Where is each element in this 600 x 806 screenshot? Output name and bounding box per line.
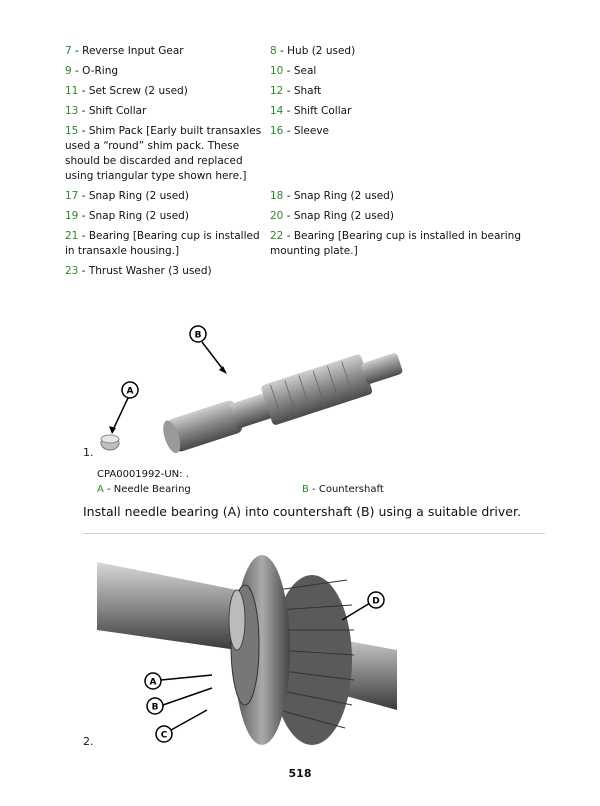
- legend-item-number: 14: [270, 105, 284, 117]
- legend-item-text: - Shaft: [283, 85, 322, 97]
- fig2-callout-a-label: A: [149, 677, 157, 688]
- legend-row: [65, 229, 535, 259]
- legend-item-text: - Snap Ring (2 used): [283, 190, 394, 202]
- legend-item: [270, 189, 530, 204]
- legend-item: [65, 64, 270, 79]
- legend-item-number: 22: [270, 230, 284, 242]
- legend-item-text: - Bearing [Bearing cup is installed in transaxle housing.]: [65, 230, 260, 257]
- legend-item-text: - Snap Ring (2 used): [78, 190, 189, 202]
- step-1-instruction: Install needle bearing (A) into countershaft (B) using a suitable driver.: [83, 504, 521, 519]
- legend-item-number: 12: [270, 85, 284, 97]
- legend-item-number: 13: [65, 105, 79, 117]
- legend-item: [65, 104, 270, 119]
- legend-item-number: 9: [65, 65, 72, 77]
- figure-1-caption: [97, 467, 497, 497]
- label-b-text: - Countershaft: [308, 484, 384, 495]
- legend-item-number: 8: [270, 45, 277, 57]
- legend-item: [65, 189, 270, 204]
- step-1-number: 1.: [83, 446, 94, 459]
- legend-row: [65, 124, 535, 184]
- fig2-callout-c-label: C: [160, 730, 168, 741]
- legend-row: [65, 84, 535, 99]
- legend-item: [65, 124, 270, 184]
- step-2-number: 2.: [83, 735, 94, 748]
- legend-item-number: 21: [65, 230, 79, 242]
- legend-item-text: - Seal: [283, 65, 317, 77]
- legend-item-text: - Shift Collar: [78, 105, 147, 117]
- legend-item: [270, 84, 530, 99]
- legend-item-number: 7: [65, 45, 72, 57]
- legend-row: [65, 264, 535, 279]
- needle-bearing: [101, 435, 119, 450]
- legend-item-number: 23: [65, 265, 79, 277]
- legend-row: [65, 64, 535, 79]
- fig2-callout-b-label: B: [151, 702, 159, 713]
- legend-row: [65, 189, 535, 204]
- legend-item-number: 19: [65, 210, 79, 222]
- section-divider: [83, 533, 545, 534]
- fig2-callout-d-label: D: [372, 596, 380, 607]
- legend-item-text: - Shift Collar: [283, 105, 352, 117]
- legend-item: [270, 104, 530, 119]
- legend-item-number: 15: [65, 125, 79, 137]
- countershaft-figure: [90, 300, 410, 460]
- legend-item: [270, 44, 530, 59]
- legend-row: [65, 104, 535, 119]
- legend-item-number: 20: [270, 210, 284, 222]
- legend-item-text: - Snap Ring (2 used): [78, 210, 189, 222]
- legend-item-number: 17: [65, 190, 79, 202]
- callout-b-label: B: [194, 330, 202, 341]
- legend-item: [65, 264, 270, 279]
- legend-item-number: 11: [65, 85, 79, 97]
- legend-item-text: - O-Ring: [71, 65, 119, 77]
- legend-item-number: 18: [270, 190, 284, 202]
- page-number: 518: [288, 767, 312, 780]
- label-b-letter: B: [302, 484, 309, 495]
- legend-item: [65, 229, 270, 259]
- shaft-gear-section: [260, 354, 373, 426]
- legend-item-text: - Set Screw (2 used): [78, 85, 188, 97]
- figure-id: CPA0001992-UN: .: [97, 469, 189, 480]
- legend-item: [270, 124, 530, 184]
- legend-item: [65, 84, 270, 99]
- gear-assembly-figure: [97, 550, 397, 750]
- legend-item: [65, 44, 270, 59]
- legend-item: [270, 209, 530, 224]
- callout-a-label: A: [126, 386, 134, 397]
- shaft-body: [97, 562, 237, 650]
- legend-item: [270, 64, 530, 79]
- legend-row: [65, 209, 535, 224]
- legend-item-text: - Hub (2 used): [276, 45, 356, 57]
- legend-item-number: 16: [270, 125, 284, 137]
- legend-item: [270, 229, 530, 259]
- legend-item-number: 10: [270, 65, 284, 77]
- legend-item-text: - Snap Ring (2 used): [283, 210, 394, 222]
- legend-item-text: - Sleeve: [283, 125, 330, 137]
- legend-item-text: - Bearing [Bearing cup is installed in bearing mounting plate.]: [270, 230, 521, 257]
- legend-item: [65, 209, 270, 224]
- legend-item-text: - Reverse Input Gear: [71, 45, 184, 57]
- label-a-letter: A: [97, 484, 104, 495]
- legend-item-text: - Thrust Washer (3 used): [78, 265, 212, 277]
- legend-item: [270, 264, 530, 279]
- label-a-text: - Needle Bearing: [103, 484, 191, 495]
- legend-item-text: - Shim Pack [Early built transaxles used a “round” shim pack. These should be discarded and replaced using triangular type shown here.]: [65, 125, 262, 182]
- parts-legend: [65, 44, 535, 284]
- legend-row: [65, 44, 535, 59]
